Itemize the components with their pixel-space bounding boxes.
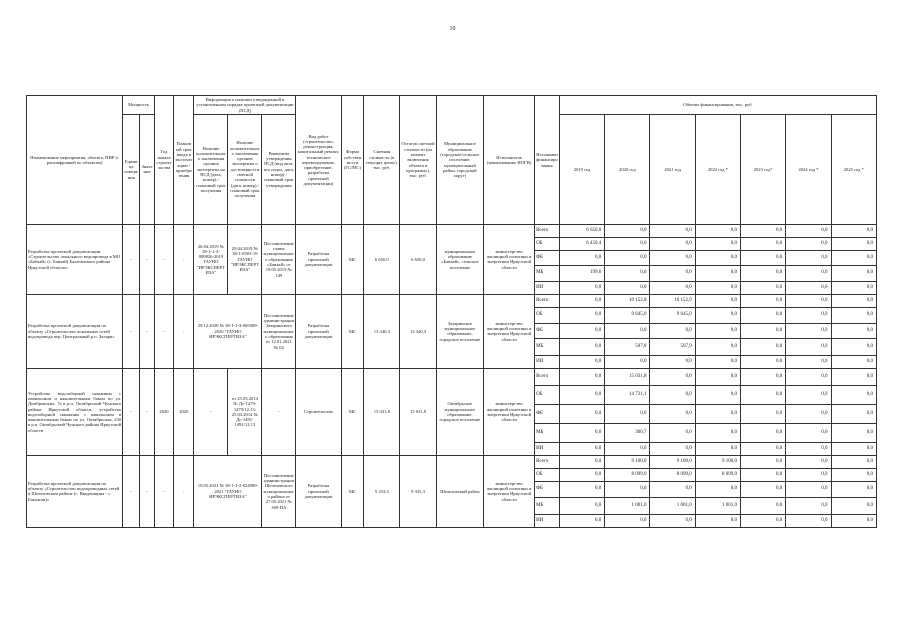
funding-value: 0,0 — [786, 468, 831, 481]
work-type: Строительство — [296, 368, 341, 455]
funding-value: 0,0 — [831, 481, 876, 497]
funding-value: 0,0 — [741, 338, 786, 355]
funding-value: 0,0 — [559, 368, 604, 385]
funding-value: 0,0 — [786, 423, 831, 442]
funding-value: 0,0 — [741, 368, 786, 385]
funding-value: 0,0 — [605, 404, 650, 423]
object-name: Разработка проектной документации по объекту «Строительство водопроводных сетей в Шелеховском районе (с. Введенщина - с. Баклаши)» — [27, 455, 123, 527]
estimate-cost: 13 340,3 — [364, 294, 400, 368]
funding-value: 15 031,8 — [605, 368, 650, 385]
approval-details: Постановление главы муниципального образования «Бавхай» от 19.05.2019 № 149 — [262, 224, 296, 294]
funding-value: 0,0 — [831, 497, 876, 514]
funding-value: 0,0 — [831, 455, 876, 468]
funding-source: МБ — [535, 338, 560, 355]
funding-value: 0,0 — [786, 307, 831, 323]
municipality: Шелеховский район — [436, 455, 484, 527]
funding-value: 0,0 — [741, 323, 786, 338]
funding-value: 0,0 — [831, 237, 876, 250]
funding-value: 0,0 — [650, 250, 695, 265]
funding-value: 0,0 — [786, 455, 831, 468]
funding-value: 0,0 — [559, 481, 604, 497]
funding-value: 0,0 — [831, 468, 876, 481]
funding-value: 0,0 — [559, 385, 604, 404]
page-number: 10 — [449, 26, 456, 32]
funding-source: ОБ — [535, 307, 560, 323]
plan-year: - — [174, 455, 194, 527]
funding-value: 0,0 — [741, 265, 786, 281]
funding-value: 0,0 — [831, 265, 876, 281]
funding-value: 0,0 — [786, 338, 831, 355]
funding-value: 0,0 — [695, 355, 740, 368]
header-approval: Реквизиты утверждения ПСД (вид акта, кто издал, дата, номер) / плановый срок утверждения — [262, 114, 296, 224]
funding-value: 0,0 — [559, 468, 604, 481]
funding-value: 199,6 — [559, 265, 604, 281]
header-remainder: Остаток сметной стоимости (на момент включения объекта в программу), тыс. руб. — [400, 96, 436, 225]
header-estimate: Сметная стоимость (в текущих ценах), тыс. руб. — [364, 96, 400, 225]
funding-value: 0,0 — [695, 442, 740, 455]
capacity-value: - — [140, 224, 155, 294]
funding-value: 0,0 — [786, 250, 831, 265]
ownership-form: МС — [341, 368, 364, 455]
funding-value: 0,0 — [650, 224, 695, 237]
funding-value: 0,0 — [741, 404, 786, 423]
header-docs: Информация о наличии утвержденной в установленном порядке проектной документации (ПСД) — [194, 96, 296, 115]
start-year: - — [154, 224, 173, 294]
work-type: Разработка проектной документации — [296, 455, 341, 527]
approval-details: - — [262, 368, 296, 455]
start-year: - — [154, 294, 173, 368]
header-year-2024: 2024 год * — [786, 114, 831, 224]
funding-value: 0,0 — [831, 250, 876, 265]
funding-value: 0,0 — [650, 481, 695, 497]
funding-value: 0,0 — [741, 307, 786, 323]
funding-source: МБ — [535, 497, 560, 514]
funding-value: 0,0 — [650, 281, 695, 294]
funding-value: 0,0 — [786, 368, 831, 385]
funding-value: 0,0 — [695, 307, 740, 323]
funding-value: 1 001,0 — [605, 497, 650, 514]
funding-source: ФБ — [535, 481, 560, 497]
cost-conclusion: от 25.03.2014 № Дс-1479-1479/12.13; 25.03.2014 № Дс-1491-1491/12.13 — [228, 368, 262, 455]
funding-value: 0,0 — [786, 323, 831, 338]
funding-value: 0,0 — [831, 307, 876, 323]
funding-value: 0,0 — [695, 265, 740, 281]
header-year-2020: 2020 год — [605, 114, 650, 224]
cost-conclusion: 29.04.2019 № 38-1-0503-19 ГАУИО "ИРЭКСПЕРТИЗА" — [228, 224, 262, 294]
funding-source: Всего — [535, 224, 560, 237]
expertise-conclusion: - — [194, 368, 228, 455]
header-capacity: Мощность — [123, 96, 155, 115]
object-name: Разработка проектной документации «Строительство локального водопровода в МО «Бабхай» (с. Бавхай) Балаганского района Иркутской области» — [27, 224, 123, 294]
funding-value: 14 731,1 — [605, 385, 650, 404]
funding-value: 0,0 — [831, 338, 876, 355]
funding-value: 0,0 — [605, 442, 650, 455]
municipality: Заларинское муниципальное образование, городское поселение — [436, 294, 484, 368]
work-type: Разработка проектной документации — [296, 224, 341, 294]
funding-source: Всего — [535, 455, 560, 468]
funding-source: ФБ — [535, 323, 560, 338]
funding-value: 0,0 — [650, 355, 695, 368]
header-year-2025: 2025 год * — [831, 114, 876, 224]
funding-value: 0,0 — [559, 281, 604, 294]
executor: министерство жилищной политики и энергетики Иркутской области — [484, 294, 535, 368]
funding-value: 0,0 — [831, 385, 876, 404]
funding-value: 8 099,0 — [650, 468, 695, 481]
funding-value: 0,0 — [831, 224, 876, 237]
funding-value: 1 001,0 — [695, 497, 740, 514]
capacity-unit: - — [123, 455, 140, 527]
header-sources: Источники финансирования — [535, 96, 560, 225]
approval-details: Постановление администрации Шелеховского муниципального района от 27.05.2021 № 309-ПА — [262, 455, 296, 527]
expertise-conclusion: 26.04.2019 № 38-1-1-3-009826-2019 ГАУИО "ИРЭКСПЕРТИЗА" — [194, 224, 228, 294]
funding-source: Всего — [535, 294, 560, 307]
funding-value: 300,7 — [605, 423, 650, 442]
funding-value: 0,0 — [559, 294, 604, 307]
funding-value: 0,0 — [741, 455, 786, 468]
funding-value: 0,0 — [650, 385, 695, 404]
funding-value: 0,0 — [741, 294, 786, 307]
funding-value: 0,0 — [786, 404, 831, 423]
funding-value: 0,0 — [605, 514, 650, 527]
header-cost-conclusion: Наличие положительного заключения органов экспертизы о достоверности сметной стоимости (дата, номер) / плановый срок получения — [228, 114, 262, 224]
plan-year: 2020 — [174, 368, 194, 455]
funding-value: 0,0 — [741, 442, 786, 455]
executor: министерство жилищной политики и энергетики Иркутской области — [484, 224, 535, 294]
estimate-cost: 15 031,8 — [364, 368, 400, 455]
funding-source: ИИ — [535, 355, 560, 368]
remainder-cost: 15 031,8 — [400, 368, 436, 455]
header-exp-conclusion: Наличие положительного заключения органов экспертизы на ПСД (дата, номер) / плановый срок получения — [194, 114, 228, 224]
funding-value: 0,0 — [695, 368, 740, 385]
header-year-2019: 2019 год — [559, 114, 604, 224]
capacity-value: - — [140, 368, 155, 455]
funding-value: 0,0 — [741, 481, 786, 497]
funding-value: 0,0 — [695, 481, 740, 497]
funding-value: 0,0 — [559, 307, 604, 323]
funding-value: 0,0 — [741, 497, 786, 514]
funding-value: 9 100,0 — [695, 455, 740, 468]
funding-value: 0,0 — [695, 423, 740, 442]
funding-value: 0,0 — [650, 368, 695, 385]
remainder-cost: 9 333,3 — [400, 455, 436, 527]
funding-source: МБ — [535, 423, 560, 442]
plan-year: - — [174, 224, 194, 294]
header-work-type: Вид работ (строительство, реконструкция, капитальный ремонт, техническое перевооружение, приобретение, разработка проектной документации) — [296, 96, 341, 225]
capacity-unit: - — [123, 368, 140, 455]
header-year-2021: 2021 год — [650, 114, 695, 224]
funding-value: 0,0 — [605, 250, 650, 265]
funding-value: 0,0 — [695, 385, 740, 404]
expertise-conclusion: 29.12.2020 № 38-1-1-3-069309-2020 "ГАУИО ИРЭКСПЕРТИЗА" — [194, 294, 262, 368]
funding-value: 0,0 — [741, 250, 786, 265]
funding-value: 0,0 — [741, 423, 786, 442]
table-row — [27, 455, 877, 468]
funding-value: 0,0 — [559, 514, 604, 527]
municipality: Октябрьское муниципальное образование, городское поселение — [436, 368, 484, 455]
funding-source: ФБ — [535, 250, 560, 265]
funding-value: 0,0 — [605, 265, 650, 281]
work-type: Разработка проектной документации — [296, 294, 341, 368]
funding-value: 0,0 — [695, 294, 740, 307]
funding-source: ИИ — [535, 514, 560, 527]
funding-value: 0,0 — [786, 224, 831, 237]
funding-value: 0,0 — [831, 423, 876, 442]
funding-value: 0,0 — [786, 355, 831, 368]
remainder-cost: 6 650,0 — [400, 224, 436, 294]
executor: министерство жилищной политики и энергетики Иркутской области — [484, 455, 535, 527]
header-plan-year: Плановый срок ввода в эксплуатацию / приобретения — [174, 96, 194, 225]
funding-value: 0,0 — [695, 323, 740, 338]
funding-value: 0,0 — [741, 224, 786, 237]
capacity-value: - — [140, 455, 155, 527]
funding-value: 0,0 — [786, 514, 831, 527]
funding-value: 0,0 — [559, 250, 604, 265]
funding-value: 0,0 — [559, 404, 604, 423]
funding-value: 0,0 — [559, 497, 604, 514]
funding-value: 0,0 — [786, 237, 831, 250]
funding-value: 0,0 — [741, 385, 786, 404]
funding-source: ОБ — [535, 237, 560, 250]
funding-value: 0,0 — [605, 281, 650, 294]
funding-value: 0,0 — [650, 514, 695, 527]
funding-value: 0,0 — [786, 294, 831, 307]
table-body — [27, 96, 877, 528]
municipality: муниципальное образование «Бавхай», сельское поселение — [436, 224, 484, 294]
approval-details: Постановление администрации Заларинского муниципального образования от 12.01.2021 № 02 — [262, 294, 296, 368]
start-year: 2020 — [154, 368, 173, 455]
ownership-form: МС — [341, 294, 364, 368]
funding-value: 0,0 — [741, 355, 786, 368]
funding-value: 0,0 — [741, 514, 786, 527]
funding-source: МБ — [535, 265, 560, 281]
table-row — [27, 294, 877, 307]
funding-value: 507,9 — [650, 338, 695, 355]
funding-value: 0,0 — [559, 423, 604, 442]
funding-value: 0,0 — [650, 423, 695, 442]
funding-value: 0,0 — [605, 237, 650, 250]
ownership-form: МС — [341, 224, 364, 294]
funding-value: 0,0 — [650, 265, 695, 281]
funding-value: 0,0 — [695, 250, 740, 265]
capacity-unit: - — [123, 224, 140, 294]
funding-value: 9 100,0 — [605, 455, 650, 468]
funding-value: 8 099,0 — [605, 468, 650, 481]
funding-value: 0,0 — [786, 265, 831, 281]
header-funding: Объемы финансирования, тыс. руб. — [559, 96, 876, 115]
funding-value: 10 152,9 — [650, 294, 695, 307]
header-executor: Исполнитель (наименование ИОГВ) — [484, 96, 535, 225]
funding-source: ОБ — [535, 385, 560, 404]
expertise-conclusion: 19.05.2021 № 38-1-1-2-024989-2021 "ГАУИО ИРЭКСПЕРТИЗА" — [194, 455, 262, 527]
funding-value: 0,0 — [831, 442, 876, 455]
funding-value: 0,0 — [695, 281, 740, 294]
funding-value: 0,0 — [831, 281, 876, 294]
header-municipality: Муниципальное образование (городское/сельское поселение, муниципальный район, городской округ) — [436, 96, 484, 225]
funding-value: 0,0 — [741, 281, 786, 294]
funding-value: 0,0 — [650, 237, 695, 250]
funding-value: 10 152,8 — [605, 294, 650, 307]
funding-value: 6 650,0 — [559, 224, 604, 237]
funding-value: 0,0 — [695, 237, 740, 250]
funding-value: 0,0 — [695, 404, 740, 423]
funding-value: 0,0 — [559, 355, 604, 368]
header-unit: Единица измерения — [123, 114, 140, 224]
funding-value: 0,0 — [650, 442, 695, 455]
remainder-cost: 13 340,3 — [400, 294, 436, 368]
capacity-unit: - — [123, 294, 140, 368]
funding-source: ОБ — [535, 468, 560, 481]
funding-value: 0,0 — [831, 514, 876, 527]
estimate-cost: 9 333,3 — [364, 455, 400, 527]
funding-value: 0,0 — [831, 404, 876, 423]
header-value: Значение — [140, 114, 155, 224]
funding-value: 0,0 — [559, 455, 604, 468]
funding-value: 0,0 — [741, 468, 786, 481]
funding-value: 0,0 — [605, 224, 650, 237]
header-ownership: Форма собственности (ГС/МС) — [341, 96, 364, 225]
header-name: Наименование мероприятия, объекта, ПИР (с расшифровкой по объектам) — [27, 96, 123, 225]
funding-value: 0,0 — [605, 481, 650, 497]
ownership-form: МС — [341, 455, 364, 527]
funding-value: 9 645,0 — [605, 307, 650, 323]
funding-value: 6 450,4 — [559, 237, 604, 250]
funding-value: 0,0 — [695, 224, 740, 237]
capacity-value: - — [140, 294, 155, 368]
funding-value: 0,0 — [695, 338, 740, 355]
funding-value: 0,0 — [559, 323, 604, 338]
funding-source: ИИ — [535, 442, 560, 455]
table-row — [27, 368, 877, 385]
object-name: Разработка проектной документации по объекту «Строительство локальных сетей водопровода пер. Центральный р.п. Залари» — [27, 294, 123, 368]
funding-value: 0,0 — [741, 237, 786, 250]
start-year: - — [154, 455, 173, 527]
header-year-2022: 2022 год * — [695, 114, 740, 224]
funding-value: 0,0 — [786, 481, 831, 497]
funding-value: 8 099,0 — [695, 468, 740, 481]
funding-source: Всего — [535, 368, 560, 385]
funding-value: 0,0 — [786, 281, 831, 294]
funding-value: 0,0 — [695, 514, 740, 527]
executor: министерство жилищной политики и энергетики Иркутской области — [484, 368, 535, 455]
funding-value: 0,0 — [786, 442, 831, 455]
funding-value: 0,0 — [831, 323, 876, 338]
table-row — [27, 224, 877, 237]
funding-value: 0,0 — [559, 442, 604, 455]
funding-source: ИИ — [535, 281, 560, 294]
funding-value: 0,0 — [650, 323, 695, 338]
funding-value: 0,0 — [831, 368, 876, 385]
funding-value: 9 100,0 — [650, 455, 695, 468]
funding-source: ФБ — [535, 404, 560, 423]
object-name: Устройство водозаборной скважины с павильоном и накопительным баком по ул. Домбровских, 7а в р.п. Октябрьский Чунского района Иркутской области, устройство водозаборной скважины с павильоном и накопительным баком по ул. Октябрьская, 23б в р.п. Октябрьский Чунского района Иркутской области — [27, 368, 123, 455]
funding-value: 0,0 — [831, 355, 876, 368]
funding-value: 0,0 — [831, 294, 876, 307]
funding-value: 0,0 — [650, 404, 695, 423]
funding-value: 1 001,0 — [650, 497, 695, 514]
funding-value: 0,0 — [605, 323, 650, 338]
funding-value: 507,8 — [605, 338, 650, 355]
plan-year: - — [174, 294, 194, 368]
estimate-cost: 6 650,0 — [364, 224, 400, 294]
funding-value: 0,0 — [605, 355, 650, 368]
funding-value: 0,0 — [559, 338, 604, 355]
funding-value: 0,0 — [786, 497, 831, 514]
funding-value: 9 645,0 — [650, 307, 695, 323]
investment-program-table — [26, 95, 877, 528]
header-year-2023: 2023 год* — [741, 114, 786, 224]
header-start-year: Год начала строительства — [154, 96, 173, 225]
funding-value: 0,0 — [786, 385, 831, 404]
